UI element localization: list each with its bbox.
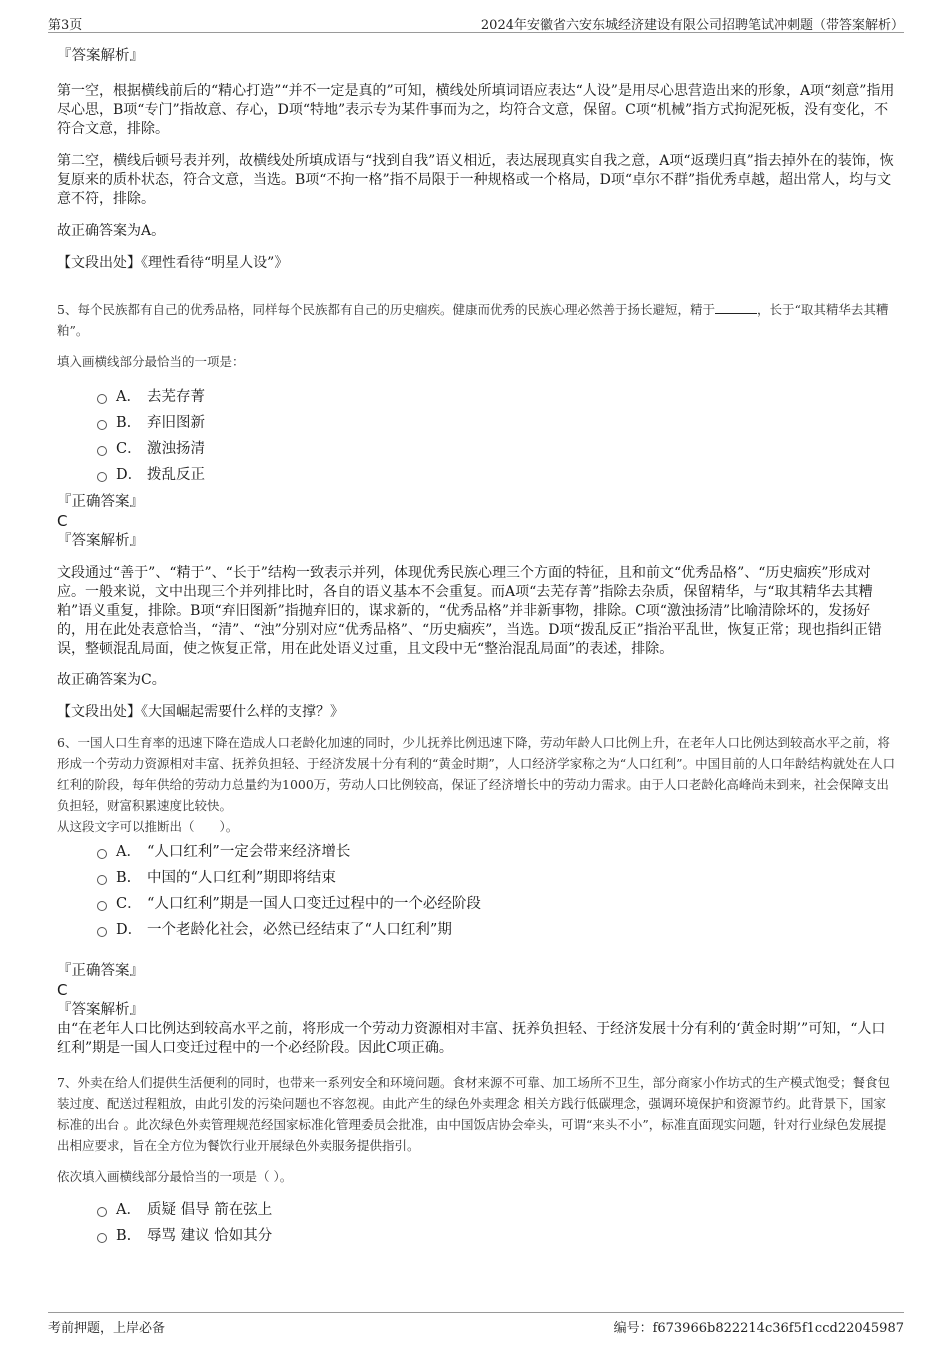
q6-option-c[interactable]: C． “人口红利”期是一国人口变迁过程中的一个必经阶段 [97, 891, 897, 917]
q6-correct-label: 『正确答案』 [57, 963, 144, 979]
q5-conclusion: 故正确答案为C。 [57, 672, 166, 688]
q6-question-text: 6、一国人口生育率的迅速下降在造成人口老龄化加速的同时，少儿抚养比例迅速下降，劳动年龄人口比例上升，在老年人口比例达到较高水平之前，将形成一个劳动力资源相对丰富、抚养负担轻、于经济发展十分有利的“黄金时期”，人口经济学家称之为“人口红利”。中国目前的人口年龄结构就处在人口红利的阶段，每年供给的劳动力总量约为1000万，劳动人口比例较高，保证了经济增长中的劳动力需求。由于人口老龄化高峰尚未到来，社会保障支出负担轻，财富积累速度比较快。 [57, 735, 896, 813]
q5-source: 【文段出处】《大国崛起需要什么样的支撑？》 [57, 704, 344, 720]
q6-option-b[interactable]: B. 中国的“人口红利”期即将结束 [97, 865, 897, 891]
page-footer [48, 1312, 904, 1335]
radio-icon[interactable] [97, 849, 107, 859]
q6-prompt: 从这段文字可以推断出（ ）。 [57, 819, 239, 834]
q6-correct-answer: C [57, 981, 68, 999]
radio-icon[interactable] [97, 446, 107, 456]
radio-icon[interactable] [97, 927, 107, 937]
q7-prompt: 依次填入画横线部分最恰当的一项是（ ）。 [57, 1169, 293, 1184]
radio-icon[interactable] [97, 1207, 107, 1217]
fill-blank [715, 301, 757, 314]
radio-icon[interactable] [97, 472, 107, 482]
q5-correct-answer: C [57, 512, 68, 530]
q6-analysis-label: 『答案解析』 [57, 1002, 144, 1018]
q7-option-a[interactable]: A． 质疑 倡导 箭在弦上 [97, 1197, 897, 1223]
document-content [57, 46, 897, 1249]
radio-icon[interactable] [97, 875, 107, 885]
q7-options [97, 1197, 897, 1249]
q4-analysis-p1: 第一空，根据横线前后的“精心打造”“并不一定是真的”可知，横线处所填词语应表达“人设”是用尽心思营造出来的形象，A项“刻意”指用尽心思，B项“专门”指故意、存心，D项“特地”表示专为某件事而为之，均符合文意，保留。C项“机械”指方式拘泥死板，没有变化，不符合文意，排除。 [57, 83, 895, 137]
q5-prompt: 填入画横线部分最恰当的一项是： [57, 354, 245, 369]
q5-option-d[interactable]: D． 拨乱反正 [97, 462, 897, 488]
q7-option-b[interactable]: B. 辱骂 建议 恰如其分 [97, 1223, 897, 1249]
radio-icon[interactable] [97, 420, 107, 430]
document-title: 2024年安徽省六安东城经济建设有限公司招聘笔试冲刺题（带答案解析） [480, 18, 904, 33]
q6-option-a[interactable]: A． “人口红利”一定会带来经济增长 [97, 839, 897, 865]
radio-icon[interactable] [97, 1233, 107, 1243]
radio-icon[interactable] [97, 394, 107, 404]
q6-analysis: 由“在老年人口比例达到较高水平之前，将形成一个劳动力资源相对丰富、抚养负担轻、于经济发展十分有利的‘黄金时期’”可知，“人口红利”期是一国人口变迁过程中的一个必经阶段。因此C项正确。 [57, 1021, 886, 1056]
q4-analysis-label: 『答案解析』 [57, 48, 144, 64]
q5-analysis-label: 『答案解析』 [57, 533, 144, 549]
document-id: 编号：f673966b822214c36f5f1ccd22045987 [613, 1321, 904, 1336]
q4-analysis-p2: 第二空，横线后顿号表并列，故横线处所填成语与“找到自我”语义相近，表达展现真实自我之意，A项“返璞归真”指去掉外在的装饰，恢复原来的质朴状态，符合文意，当选。B项“不拘一格”指不局限于一种规格或一个格局，D项“卓尔不群”指优秀卓越，超出常人，均与文意不符，排除。 [57, 153, 894, 207]
q5-question-text: 5、每个民族都有自己的优秀品格，同样每个民族都有自己的历史痼疾。健康而优秀的民族心理必然善于扬长避短，精于 ，长于“取其精华去其糟粕”。 [57, 302, 889, 338]
footer-slogan: 考前押题，上岸必备 [48, 1321, 166, 1336]
q4-source: 【文段出处】《理性看待“明星人设”》 [57, 255, 289, 271]
radio-icon[interactable] [97, 901, 107, 911]
q5-analysis: 文段通过“善于”、“精于”、“长于”结构一致表示并列，体现优秀民族心理三个方面的特征，且和前文“优秀品格”、“历史痼疾”形成对应。一般来说，文中出现三个并列排比时，各自的语义基本不会重复。而A项“去芜存菁”指除去杂质，保留精华，与“取其精华去其糟粕”语义重复，排除。B项“弃旧图新”指抛弃旧的，谋求新的，“优秀品格”并非新事物，排除。C项“激浊扬清”比喻清除坏的，发扬好的，用在此处表意恰当，“清”、“浊”分别对应“优秀品格”、“历史痼疾”，当选。D项“拨乱反正”指治平乱世，恢复正常；现也指纠正错误，整顿混乱局面，使之恢复正常，用在此处语义过重，且文段中无“整治混乱局面”的表述，排除。 [57, 565, 882, 657]
q5-correct-label: 『正确答案』 [57, 494, 144, 510]
q6-options [97, 839, 897, 943]
q5-options [97, 384, 897, 488]
q4-conclusion: 故正确答案为A。 [57, 223, 166, 239]
q5-option-c[interactable]: C． 激浊扬清 [97, 436, 897, 462]
q7-question-text: 7、外卖在给人们提供生活便利的同时，也带来一系列安全和环境问题。食材来源不可靠、加工场所不卫生，部分商家小作坊式的生产模式饱受；餐食包装过度、配送过程粗放，由此引发的污染问题也不容忽视。由此产生的绿色外卖理念 相关方践行低碳理念，强调环境保护和资源节约。此背景下，国家标准的出台 。此次绿色外卖管理规范经国家标准化管理委员会批准，由中国饭店协会牵头，可谓“来头不小”，标准直面现实问题，针对行业绿色发展提出相应要求，旨在全方位为餐饮行业开展绿色外卖服务提供指引。 [57, 1075, 890, 1153]
q5-option-a[interactable]: A． 去芜存菁 [97, 384, 897, 410]
page-header [48, 12, 904, 33]
q6-option-d[interactable]: D． 一个老龄化社会，必然已经结束了“人口红利”期 [97, 917, 897, 943]
q5-option-b[interactable]: B. 弃旧图新 [97, 410, 897, 436]
page-number: 第3页 [48, 18, 83, 33]
